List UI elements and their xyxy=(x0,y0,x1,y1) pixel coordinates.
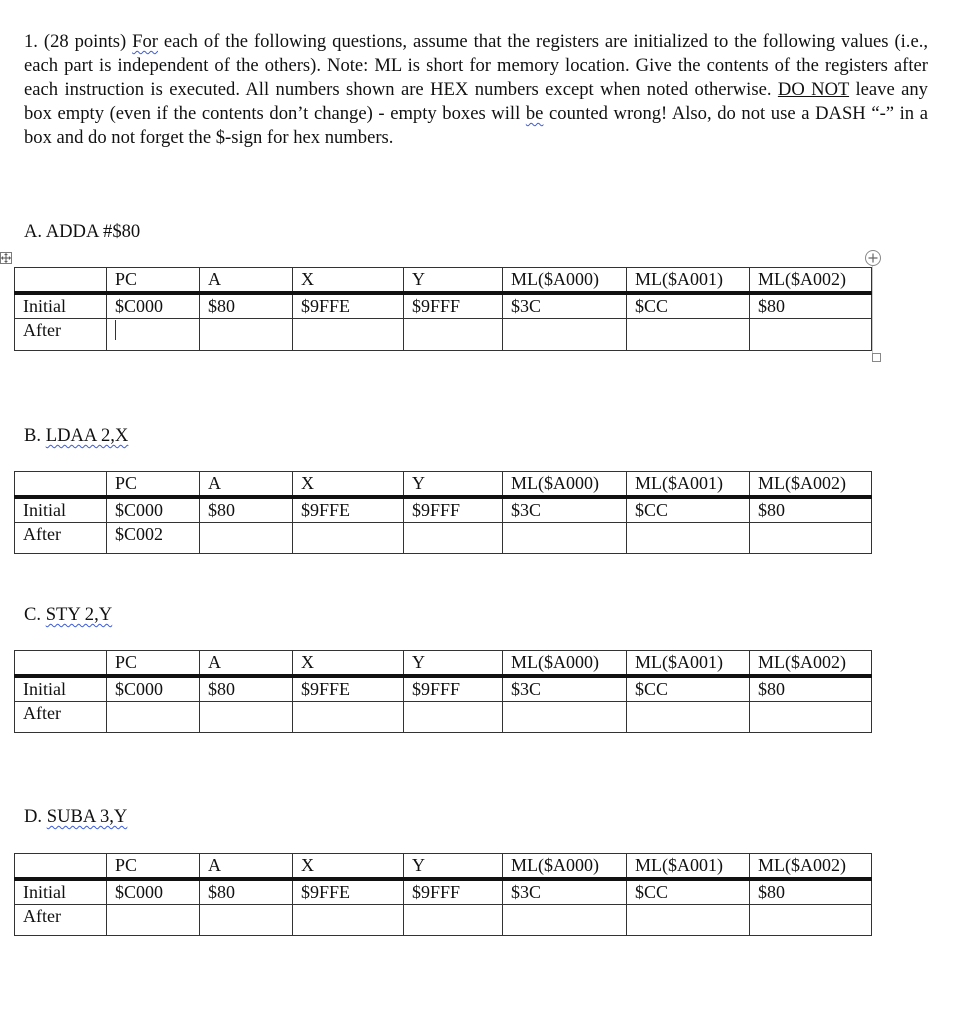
header-cell-pc: PC xyxy=(107,268,200,294)
text-cursor xyxy=(115,320,116,340)
header-cell-ml-a002: ML($A002) xyxy=(750,651,872,677)
header-cell-ml-a001: ML($A001) xyxy=(627,854,750,880)
after-cell-x[interactable] xyxy=(293,319,404,351)
resize-square-icon[interactable] xyxy=(872,353,881,362)
header-cell-blank xyxy=(15,854,107,880)
question-number: 1. xyxy=(24,31,38,52)
question-do-not: DO NOT xyxy=(777,79,850,100)
header-cell-x: X xyxy=(293,268,404,294)
after-cell-ml-a002[interactable] xyxy=(750,319,872,351)
header-cell-ml-a001: ML($A001) xyxy=(627,472,750,498)
header-cell-ml-a002: ML($A002) xyxy=(750,472,872,498)
move-arrows-icon[interactable] xyxy=(0,252,12,264)
header-row xyxy=(15,651,872,677)
header-row xyxy=(15,268,872,294)
initial-row xyxy=(15,497,872,523)
initial-cell-ml-a000: $3C xyxy=(503,293,627,319)
row-label: Initial xyxy=(15,676,107,702)
initial-cell-ml-a001: $CC xyxy=(627,879,750,905)
table-guide-line xyxy=(872,266,873,354)
after-cell-ml-a000[interactable] xyxy=(503,523,627,554)
initial-cell-ml-a001: $CC xyxy=(627,497,750,523)
after-cell-y[interactable] xyxy=(404,905,503,936)
initial-cell-pc: $C000 xyxy=(107,497,200,523)
after-cell-ml-a000[interactable] xyxy=(503,702,627,733)
header-cell-y: Y xyxy=(404,472,503,498)
after-cell-pc[interactable]: $C002 xyxy=(107,523,200,554)
part-letter: A. xyxy=(24,221,43,242)
question-text-part-1: each of the following questions, assume that the registers are initialized to the following values (i.e., each part is independent of the others). Note: ML is short for memory location. Give the contents of the registers after each instruction is executed. All numbers shown are HEX numbers except when noted otherwise. xyxy=(24,31,928,100)
header-cell-ml-a001: ML($A001) xyxy=(627,651,750,677)
initial-cell-y: $9FFF xyxy=(404,497,503,523)
header-cell-a: A xyxy=(200,854,293,880)
header-cell-blank xyxy=(15,651,107,677)
part-b-label xyxy=(24,425,128,447)
part-d-label xyxy=(24,806,127,828)
row-label: After xyxy=(15,905,107,936)
initial-cell-a: $80 xyxy=(200,497,293,523)
after-cell-a[interactable] xyxy=(200,905,293,936)
header-cell-a: A xyxy=(200,268,293,294)
part-instruction: ADDA #$80 xyxy=(45,221,141,242)
header-cell-ml-a002: ML($A002) xyxy=(750,268,872,294)
initial-cell-x: $9FFE xyxy=(293,676,404,702)
question-text xyxy=(24,30,928,150)
header-cell-x: X xyxy=(293,651,404,677)
after-row xyxy=(15,319,872,351)
row-label: Initial xyxy=(15,879,107,905)
initial-cell-pc: $C000 xyxy=(107,293,200,319)
header-cell-a: A xyxy=(200,651,293,677)
header-cell-a: A xyxy=(200,472,293,498)
after-row xyxy=(15,905,872,936)
part-instruction: STY 2,Y xyxy=(45,604,113,625)
question-text-part-2: leave any box empty (even if the contents don’t change) - empty boxes will xyxy=(24,79,928,124)
header-cell-ml-a000: ML($A000) xyxy=(503,854,627,880)
question-points: (28 points) xyxy=(43,31,127,52)
after-cell-ml-a001[interactable] xyxy=(627,905,750,936)
header-cell-x: X xyxy=(293,472,404,498)
after-cell-ml-a000[interactable] xyxy=(503,905,627,936)
after-cell-ml-a002[interactable] xyxy=(750,523,872,554)
header-cell-y: Y xyxy=(404,651,503,677)
initial-cell-y: $9FFF xyxy=(404,293,503,319)
row-label: Initial xyxy=(15,293,107,319)
header-row xyxy=(15,854,872,880)
header-cell-pc: PC xyxy=(107,854,200,880)
initial-cell-ml-a002: $80 xyxy=(750,879,872,905)
part-instruction: LDAA 2,X xyxy=(45,425,129,446)
question-text-part-3: counted wrong! Also, do not use a DASH “-” in a box and do not forget the $-sign for hex numbers. xyxy=(24,103,928,148)
row-label: Initial xyxy=(15,497,107,523)
question-be-word: be xyxy=(525,103,544,124)
initial-cell-x: $9FFE xyxy=(293,293,404,319)
part-letter: D. xyxy=(24,806,43,827)
part-instruction: SUBA 3,Y xyxy=(46,806,128,827)
after-cell-x[interactable] xyxy=(293,523,404,554)
initial-cell-pc: $C000 xyxy=(107,676,200,702)
header-cell-ml-a000: ML($A000) xyxy=(503,651,627,677)
question-for-word: For xyxy=(132,31,158,52)
initial-cell-y: $9FFF xyxy=(404,879,503,905)
after-row xyxy=(15,702,872,733)
initial-cell-ml-a001: $CC xyxy=(627,676,750,702)
after-cell-y[interactable] xyxy=(404,319,503,351)
after-cell-pc[interactable] xyxy=(107,319,200,351)
header-cell-blank xyxy=(15,472,107,498)
initial-row xyxy=(15,293,872,319)
row-label: After xyxy=(15,523,107,554)
header-cell-blank xyxy=(15,268,107,294)
after-cell-pc[interactable] xyxy=(107,702,200,733)
header-cell-x: X xyxy=(293,854,404,880)
header-cell-pc: PC xyxy=(107,651,200,677)
initial-row xyxy=(15,879,872,905)
part-c-label xyxy=(24,604,112,626)
after-cell-a[interactable] xyxy=(200,702,293,733)
header-cell-ml-a001: ML($A001) xyxy=(627,268,750,294)
register-table-b xyxy=(14,471,872,554)
after-cell-pc[interactable] xyxy=(107,905,200,936)
register-table-c xyxy=(14,650,872,733)
initial-cell-ml-a000: $3C xyxy=(503,497,627,523)
part-letter: B. xyxy=(24,425,42,446)
row-label: After xyxy=(15,702,107,733)
initial-cell-a: $80 xyxy=(200,293,293,319)
initial-cell-ml-a002: $80 xyxy=(750,676,872,702)
after-cell-ml-a002[interactable] xyxy=(750,905,872,936)
register-table-a xyxy=(14,267,872,351)
initial-cell-a: $80 xyxy=(200,879,293,905)
part-a-label xyxy=(24,221,140,243)
initial-cell-ml-a002: $80 xyxy=(750,293,872,319)
after-cell-ml-a001[interactable] xyxy=(627,523,750,554)
initial-cell-ml-a002: $80 xyxy=(750,497,872,523)
after-cell-x[interactable] xyxy=(293,702,404,733)
header-cell-y: Y xyxy=(404,268,503,294)
after-cell-a[interactable] xyxy=(200,523,293,554)
initial-row xyxy=(15,676,872,702)
initial-cell-a: $80 xyxy=(200,676,293,702)
row-label: After xyxy=(15,319,107,351)
initial-cell-y: $9FFF xyxy=(404,676,503,702)
initial-cell-x: $9FFE xyxy=(293,497,404,523)
after-cell-y[interactable] xyxy=(404,702,503,733)
initial-cell-ml-a000: $3C xyxy=(503,676,627,702)
after-cell-a[interactable] xyxy=(200,319,293,351)
header-row xyxy=(15,472,872,498)
plus-circle-icon[interactable] xyxy=(864,249,882,267)
after-cell-y[interactable] xyxy=(404,523,503,554)
after-cell-ml-a002[interactable] xyxy=(750,702,872,733)
header-cell-ml-a000: ML($A000) xyxy=(503,472,627,498)
after-cell-ml-a001[interactable] xyxy=(627,702,750,733)
initial-cell-ml-a001: $CC xyxy=(627,293,750,319)
initial-cell-ml-a000: $3C xyxy=(503,879,627,905)
initial-cell-x: $9FFE xyxy=(293,879,404,905)
after-cell-ml-a000[interactable] xyxy=(503,319,627,351)
header-cell-ml-a000: ML($A000) xyxy=(503,268,627,294)
after-cell-x[interactable] xyxy=(293,905,404,936)
initial-cell-pc: $C000 xyxy=(107,879,200,905)
header-cell-y: Y xyxy=(404,854,503,880)
register-table-d xyxy=(14,853,872,936)
after-row xyxy=(15,523,872,554)
part-letter: C. xyxy=(24,604,42,625)
after-cell-ml-a001[interactable] xyxy=(627,319,750,351)
header-cell-pc: PC xyxy=(107,472,200,498)
header-cell-ml-a002: ML($A002) xyxy=(750,854,872,880)
